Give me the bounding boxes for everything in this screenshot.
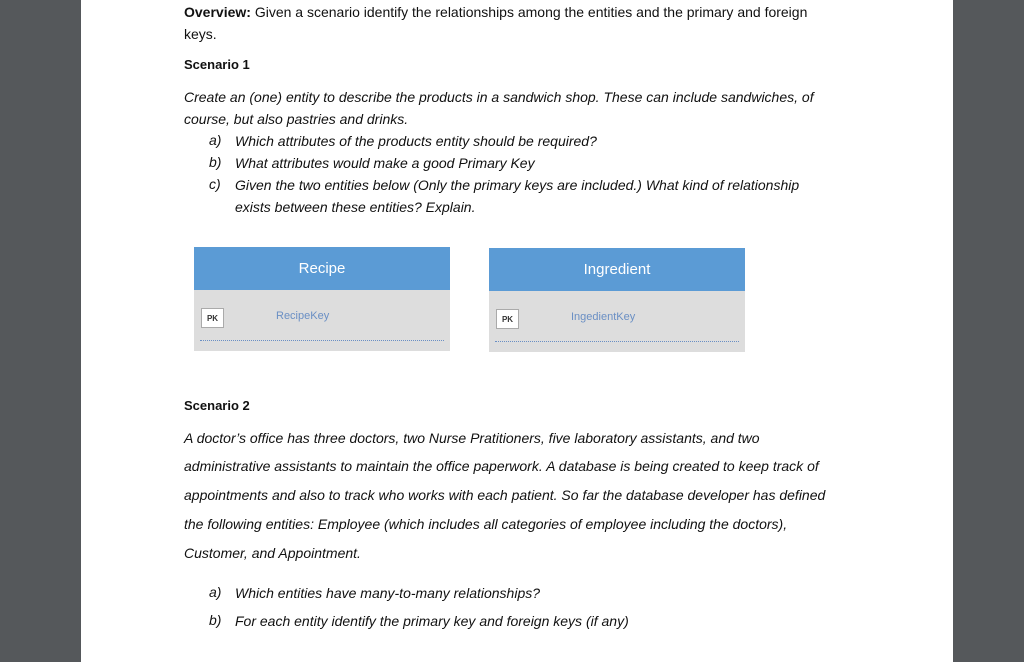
entity-recipe-pk-badge: PK [201, 308, 224, 328]
s2-paragraph-line1: A doctor’s office has three doctors, two Nurse Pratitioners, five laboratory assistants, and two [184, 430, 760, 446]
s1-question-a: Which attributes of the products entity should be required? [235, 133, 597, 149]
overview-line [184, 3, 807, 21]
entity-ingredient-pk-badge: PK [496, 309, 519, 329]
entity-recipe-key: RecipeKey [276, 310, 330, 322]
entity-recipe-divider [200, 340, 444, 341]
s2-paragraph-line4: the following entities: Employee (which includes all categories of employee including the doctors), [184, 516, 788, 532]
s1-question-b-marker: b) [209, 154, 222, 170]
s2-question-b-marker: b) [209, 612, 222, 628]
s2-question-a: Which entities have many-to-many relationships? [235, 585, 541, 601]
overview-text: Given a scenario identify the relationships among the entities and the primary and foreign [250, 4, 808, 20]
overview-label: Overview: [184, 4, 251, 20]
s2-paragraph-line5: Customer, and Appointment. [184, 545, 361, 561]
entity-recipe [194, 247, 450, 351]
scenario1-intro-line1: Create an (one) entity to describe the products in a sandwich shop. These can include sandwiches, of [184, 89, 814, 105]
s2-paragraph-line2: administrative assistants to maintain the office paperwork. A database is being created to keep track of [184, 458, 819, 474]
entity-ingredient [489, 248, 745, 352]
s2-paragraph-line3: appointments and also to track who works with each patient. So far the database developer has defined [184, 487, 826, 503]
s1-question-c: Given the two entities below (Only the primary keys are included.) What kind of relationship [235, 177, 800, 193]
s1-question-b: What attributes would make a good Primary Key [235, 155, 535, 171]
entity-ingredient-key: IngedientKey [571, 311, 636, 323]
document-page [81, 0, 953, 662]
s2-question-a-marker: a) [209, 584, 222, 600]
scenario1-intro-line2: course, but also pastries and drinks. [184, 111, 409, 127]
s2-question-b: For each entity identify the primary key and foreign keys (if any) [235, 613, 629, 629]
s1-question-c-line2: exists between these entities? Explain. [235, 199, 476, 215]
overview-continuation: keys. [184, 26, 217, 42]
s1-question-a-marker: a) [209, 132, 222, 148]
scenario1-title: Scenario 1 [184, 57, 250, 72]
entity-recipe-header: Recipe [194, 247, 450, 290]
entity-ingredient-header: Ingredient [489, 248, 745, 291]
scenario2-title: Scenario 2 [184, 398, 250, 413]
entity-ingredient-divider [495, 341, 739, 342]
s1-question-c-marker: c) [209, 176, 221, 192]
